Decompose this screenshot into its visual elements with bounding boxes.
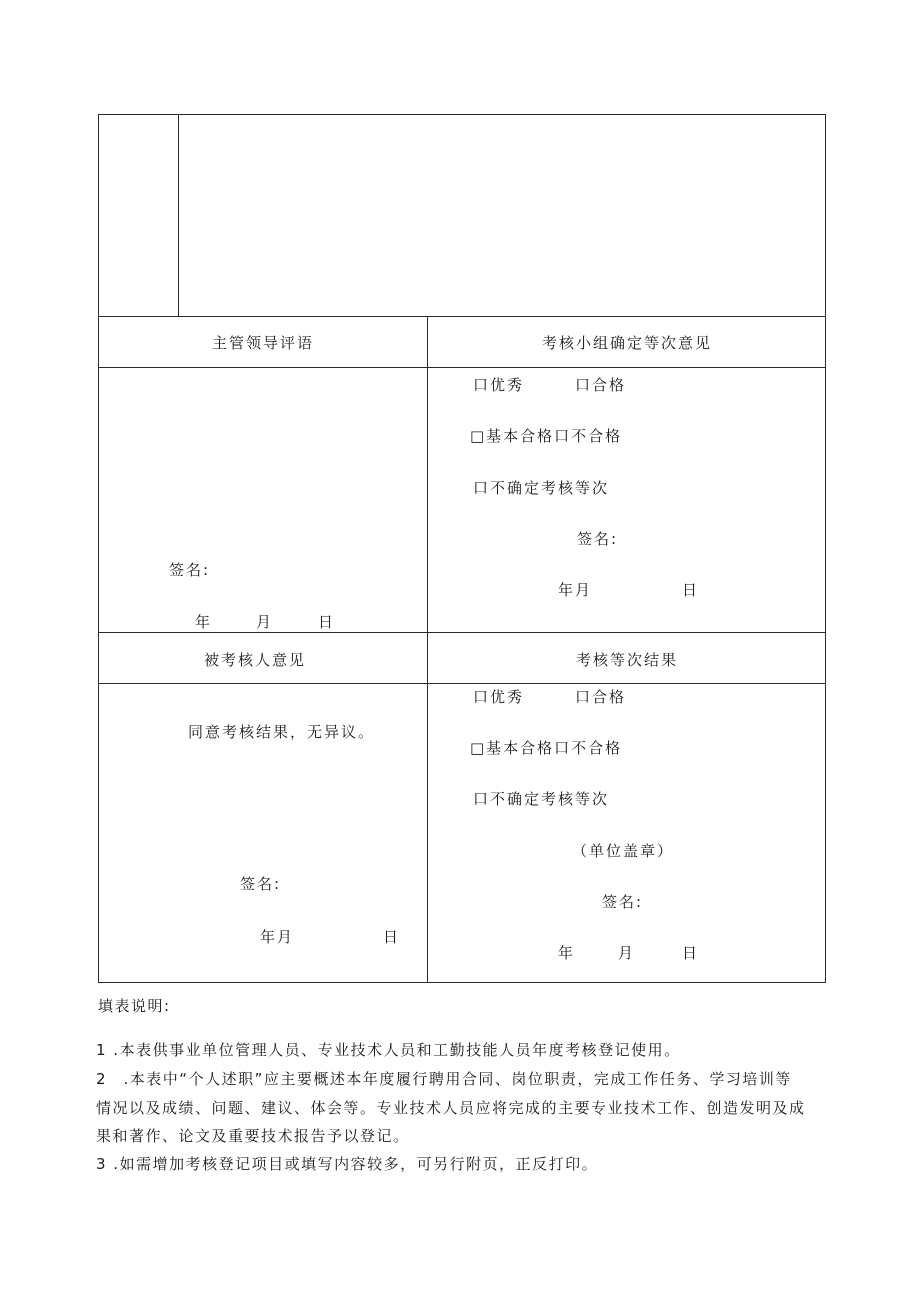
table-border-bottom [98, 982, 826, 983]
note-item-2: 2 .本表中“个人述职”应主要概述本年度履行聘用合同、岗位职责，完成工作任务、学习培训等 [96, 1070, 792, 1088]
note-item-1: 1 .本表供事业单位管理人员、专业技术人员和工勤技能人员年度考核登记使用。 [96, 1041, 681, 1059]
note-item-3: 3 .如需增加考核登记项目或填写内容较多，可另行附页，正反打印。 [96, 1155, 599, 1173]
table-border-top [98, 114, 826, 115]
group-option-row-1: 口优秀 口合格 [473, 376, 627, 394]
person-opinion-header: 被考核人意见 [203, 651, 307, 669]
leader-date-month: 月 [256, 613, 274, 631]
table-border-right [825, 114, 826, 983]
row-rule-4 [98, 683, 826, 684]
table-border-left [98, 114, 99, 983]
row-rule-2 [98, 367, 826, 368]
result-date-year: 年 [558, 944, 576, 962]
leader-comment-header: 主管领导评语 [211, 334, 315, 352]
row-rule-3 [98, 632, 826, 633]
person-date-yearmonth: 年月 [260, 928, 295, 946]
group-date-yearmonth: 年月 [558, 581, 593, 599]
leader-sign-label: 签名: [169, 561, 211, 579]
result-date-month: 月 [618, 944, 636, 962]
group-sign-label: 签名: [577, 530, 619, 548]
notes-title: 填表说明: [98, 997, 171, 1015]
leader-date-year: 年 [195, 613, 213, 631]
note-item-2-cont-2: 果和著作、论文及重要技术报告予以登记。 [96, 1127, 410, 1145]
group-option-row-2: □基本合格口不合格 [470, 427, 623, 445]
unit-seal-label: （单位盖章） [572, 842, 675, 860]
person-opinion-text: 同意考核结果，无异议。 [188, 723, 376, 741]
result-option-row-1: 口优秀 口合格 [473, 688, 627, 706]
column-divider [427, 316, 428, 983]
result-sign-label: 签名: [602, 893, 644, 911]
group-opinion-header: 考核小组确定等次意见 [541, 334, 713, 352]
note-item-2-cont-1: 情况以及成绩、问题、建议、体会等。专业技术人员应将完成的主要专业技术工作、创造发明及成 [96, 1099, 806, 1117]
group-date-day: 日 [682, 581, 700, 599]
row-rule-1 [98, 316, 826, 317]
person-date-day: 日 [383, 928, 401, 946]
top-section-divider [178, 114, 179, 316]
result-option-row-2: □基本合格口不合格 [470, 739, 623, 757]
result-option-row-3: 口不确定考核等次 [473, 790, 610, 808]
result-header: 考核等次结果 [575, 651, 679, 669]
leader-date-day: 日 [318, 613, 336, 631]
group-option-row-3: 口不确定考核等次 [473, 479, 610, 497]
result-date-day: 日 [682, 944, 700, 962]
person-sign-label: 签名: [240, 875, 282, 893]
